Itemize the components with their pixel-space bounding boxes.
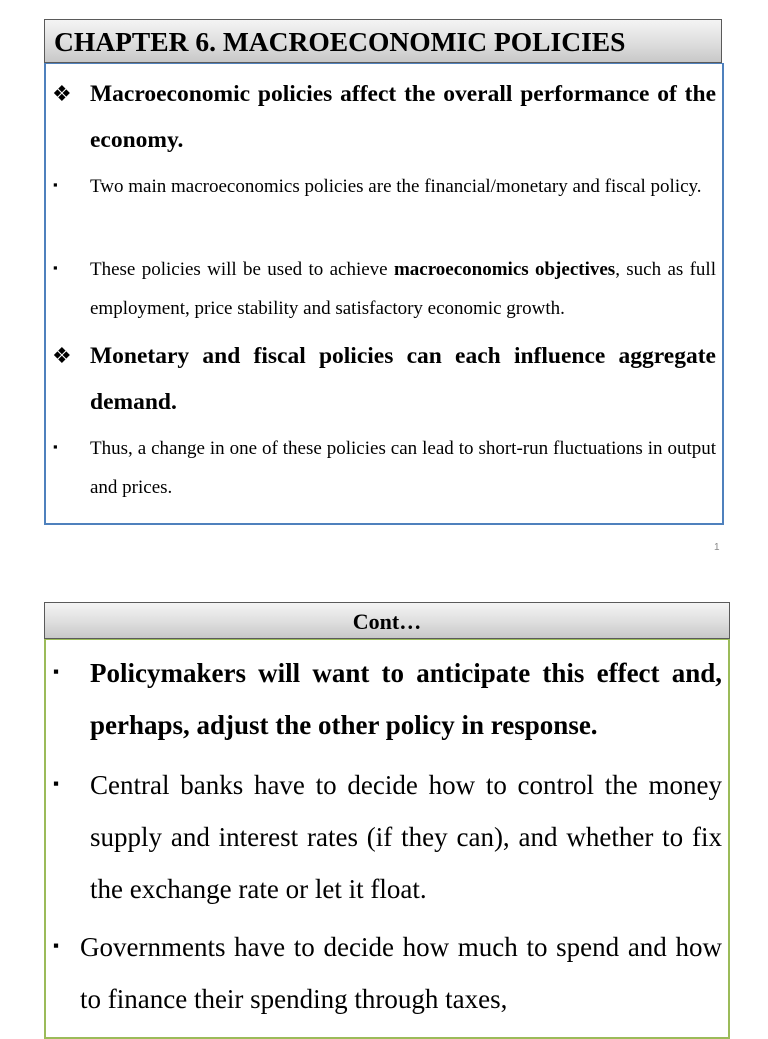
square-bullet-icon: ▪ bbox=[53, 662, 60, 681]
sub-bullet-fluctuations bbox=[53, 429, 716, 507]
bullet-text: Two main macroeconomics policies are the financial/monetary and fiscal policy. bbox=[90, 176, 702, 197]
square-bullet-icon: ▪ bbox=[53, 439, 58, 454]
bullet-governments bbox=[53, 921, 722, 1025]
main-bullet-policies-affect bbox=[52, 71, 716, 163]
slide-title: Cont… bbox=[44, 602, 730, 639]
diamond-bullet-icon: ❖ bbox=[52, 81, 72, 106]
main-bullet-aggregate-demand bbox=[52, 333, 716, 425]
bullet-central-banks bbox=[53, 759, 722, 915]
bullet-text-bold: macroeconomics objectives bbox=[393, 259, 616, 280]
square-bullet-icon: ▪ bbox=[53, 260, 58, 275]
bullet-text-before: These policies will be used to achieve bbox=[90, 259, 394, 280]
bullet-text-after: , such as full employment, price stability and satisfactory economic growth. bbox=[90, 259, 716, 319]
bullet-text: Thus, a change in one of these policies can lead to short-run fluctuations in output and prices. bbox=[90, 438, 716, 498]
square-bullet-icon: ▪ bbox=[53, 936, 60, 955]
sub-bullet-two-policies bbox=[53, 167, 716, 206]
sub-bullet-objectives bbox=[53, 250, 716, 328]
diamond-bullet-icon: ❖ bbox=[52, 343, 72, 368]
square-bullet-icon: ▪ bbox=[53, 177, 58, 192]
bullet-text: Monetary and fiscal policies can each influence aggregate demand. bbox=[90, 343, 716, 415]
bullet-text: Policymakers will want to anticipate this effect and, perhaps, adjust the other policy in response. bbox=[90, 658, 722, 740]
square-bullet-icon: ▪ bbox=[53, 774, 60, 793]
bullet-text: Governments have to decide how much to spend and how to finance their spending through taxes, bbox=[80, 932, 722, 1014]
bullet-text: Macroeconomic policies affect the overall performance of the economy. bbox=[90, 81, 716, 153]
bullet-text: Central banks have to decide how to control the money supply and interest rates (if they can), and whether to fix the exchange rate or let it float. bbox=[90, 770, 722, 904]
page-number: 1 bbox=[714, 542, 720, 553]
slide-title: CHAPTER 6. MACROECONOMIC POLICIES bbox=[44, 19, 722, 63]
bullet-policymakers bbox=[53, 647, 722, 751]
